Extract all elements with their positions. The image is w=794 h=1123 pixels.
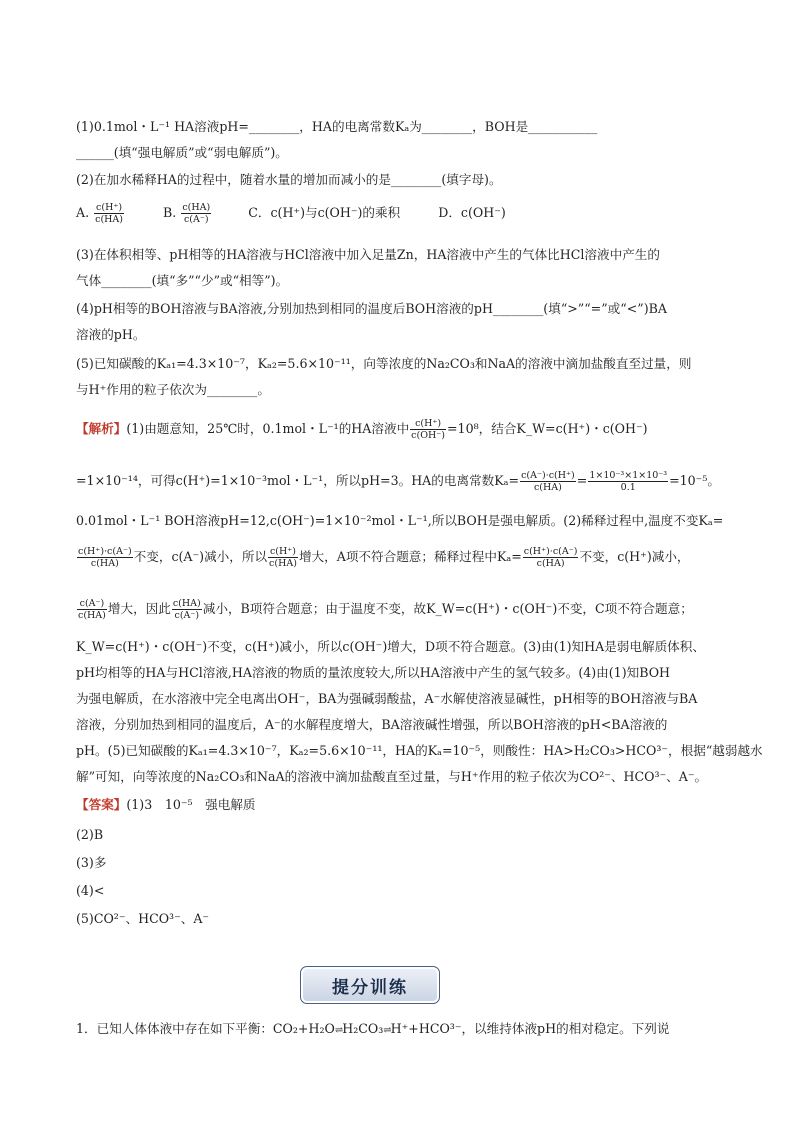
next-question-line bbox=[76, 1020, 669, 1040]
option-a-fraction bbox=[94, 202, 124, 225]
analysis-text: 增大，A项不符合题意；稀释过程中Kₐ= bbox=[298, 549, 522, 564]
analysis-fraction bbox=[77, 546, 133, 569]
analysis-fraction bbox=[410, 418, 446, 441]
answer-text: (1)3 10⁻⁵ 强电解质 bbox=[126, 797, 256, 812]
analysis-text: (1)由题意知，25℃时，0.1mol・L⁻¹的HA溶液中 bbox=[126, 421, 410, 436]
question-part-4-line1: (4)pH相等的BOH溶液与BA溶液,分别加热到相同的温度后BOH溶液的pH________(填“>”“=”或“<”)BA bbox=[76, 301, 667, 316]
section-banner: 提分训练 bbox=[300, 966, 440, 1004]
option-a-num: c(H⁺) bbox=[96, 202, 123, 213]
analysis-line-6: K_W=c(H⁺)・c(OH⁻)不变，c(H⁺)减小，所以c(OH⁻)增大，D项不符合题意。(3)由(1)知HA是弱电解质体积、 bbox=[76, 639, 705, 654]
equilibrium-arrow-icon: ⇌ bbox=[334, 1025, 343, 1036]
analysis-text: 不变，c(H⁺)减小， bbox=[579, 549, 690, 564]
option-b-fraction bbox=[181, 202, 211, 225]
question-part-2: (2)在加水稀释HA的过程中，随着水量的增加而减小的是________(填字母)。 bbox=[76, 172, 502, 187]
analysis-line-7: pH均相等的HA与HCl溶液,HA溶液的物质的量浓度较大,所以HA溶液中产生的氢气较多。(4)由(1)知BOH bbox=[76, 665, 670, 680]
analysis-line-8: 为强电解质，在水溶液中完全电离出OH⁻，BA为强碱弱酸盐，A⁻水解使溶液显碱性，pH相等的BOH溶液与BA bbox=[76, 691, 698, 706]
analysis-tag: 【解析】 bbox=[76, 421, 127, 436]
analysis-line-10: pH。(5)已知碳酸的Kₐ₁=4.3×10⁻⁷，Kₐ₂=5.6×10⁻¹¹，HA的Kₐ=10⁻⁵，则酸性：HA>H₂CO₃>HCO³⁻，根据“越弱越水 bbox=[76, 743, 763, 758]
analysis-fraction bbox=[77, 598, 107, 621]
analysis-line-1 bbox=[76, 418, 648, 441]
option-a-label: A. bbox=[76, 205, 90, 220]
analysis-fraction bbox=[588, 470, 668, 493]
fraction-numerator: 1×10⁻³×1×10⁻³ bbox=[589, 470, 668, 481]
analysis-line-3: 0.01mol・L⁻¹ BOH溶液pH=12,c(OH⁻)=1×10⁻²mol・L⁻¹,所以BOH是强电解质。(2)稀释过程中,温度不变Kₐ= bbox=[76, 513, 724, 528]
option-a-den: c(HA) bbox=[95, 214, 124, 225]
option-b-den: c(A⁻) bbox=[183, 214, 209, 225]
fraction-numerator: c(A⁻)·c(H⁺) bbox=[521, 470, 575, 481]
question-part-1-line1: (1)0.1mol・L⁻¹ HA溶液pH=________，HA的电离常数Kₐ为________，BOH是___________ bbox=[76, 119, 598, 134]
analysis-text: 减小，B项符合题意；由于温度不变，故K_W=c(H⁺)・c(OH⁻)不变，C项不符合题意； bbox=[202, 601, 693, 616]
next-question-text: H₂CO₃ bbox=[342, 1021, 384, 1036]
option-b-num: c(HA) bbox=[182, 202, 211, 213]
analysis-text: =10⁸，结合K_W=c(H⁺)・c(OH⁻) bbox=[447, 421, 648, 436]
fraction-denominator: c(OH⁻) bbox=[411, 430, 445, 441]
question-part-5-line2: 与H⁺作用的粒子依次为________。 bbox=[76, 382, 270, 397]
fraction-numerator: c(A⁻) bbox=[77, 598, 107, 610]
answer-line-5: (5)CO²⁻、HCO³⁻、A⁻ bbox=[76, 911, 210, 926]
question-part-3-line1: (3)在体积相等、pH相等的HA溶液与HCl溶液中加入足量Zn，HA溶液中产生的气体比HCl溶液中产生的 bbox=[76, 247, 660, 262]
fraction-denominator: c(HA) bbox=[78, 610, 106, 621]
question-options bbox=[76, 202, 506, 225]
fraction-denominator: c(HA) bbox=[269, 558, 297, 569]
fraction-numerator: c(H⁺)·c(A⁻) bbox=[78, 546, 132, 557]
fraction-denominator: c(A⁻) bbox=[174, 610, 200, 621]
fraction-denominator: 0.1 bbox=[620, 482, 636, 493]
analysis-fraction bbox=[268, 546, 298, 569]
fraction-denominator: c(HA) bbox=[90, 558, 119, 569]
analysis-line-4 bbox=[76, 546, 690, 569]
equilibrium-arrow-icon: ⇌ bbox=[383, 1025, 391, 1036]
answer-line-4: (4)< bbox=[76, 883, 105, 898]
analysis-fraction bbox=[520, 470, 576, 493]
analysis-fraction bbox=[523, 546, 579, 569]
analysis-fraction bbox=[172, 598, 202, 621]
answer-line-3: (3)多 bbox=[76, 855, 107, 870]
analysis-text: 不变，c(A⁻)减小，所以 bbox=[133, 549, 268, 564]
option-d: D．c(OH⁻) bbox=[438, 205, 506, 220]
next-question-text: H⁺+HCO³⁻，以维持体液pH的相对稳定。下列说 bbox=[390, 1021, 670, 1036]
analysis-text: 增大，因此 bbox=[107, 601, 171, 616]
question-part-3-line2: 气体________(填“多”“少”或“相等”)。 bbox=[76, 273, 289, 288]
next-question-text: 1．已知人体体液中存在如下平衡：CO₂+H₂O bbox=[76, 1021, 335, 1036]
question-part-5-line1: (5)已知碳酸的Kₐ₁=4.3×10⁻⁷，Kₐ₂=5.6×10⁻¹¹，向等浓度的Na₂CO₃和NaA的溶液中滴加盐酸直至过量，则 bbox=[76, 356, 692, 371]
question-part-4-line2: 溶液的pH。 bbox=[76, 327, 146, 342]
fraction-denominator: c(HA) bbox=[536, 558, 565, 569]
fraction-numerator: c(H⁺) bbox=[269, 546, 297, 557]
fraction-numerator: c(H⁺)·c(A⁻) bbox=[523, 546, 578, 557]
analysis-line-5 bbox=[76, 598, 693, 621]
option-c: C．c(H⁺)与c(OH⁻)的乘积 bbox=[248, 205, 401, 220]
equals-sign: = bbox=[576, 473, 588, 488]
answer-line-2: (2)B bbox=[76, 827, 104, 842]
answer-line-1 bbox=[76, 796, 256, 814]
analysis-text: =10⁻⁵。 bbox=[669, 473, 720, 488]
fraction-denominator: c(HA) bbox=[533, 482, 562, 493]
option-b-label: B. bbox=[163, 205, 177, 220]
analysis-line-9: 溶液，分别加热到相同的温度后，A⁻的水解程度增大，BA溶液碱性增强，所以BOH溶液的pH<BA溶液的 bbox=[76, 717, 668, 732]
analysis-text: =1×10⁻¹⁴，可得c(H⁺)=1×10⁻³mol・L⁻¹，所以pH=3。HA的电离常数Kₐ= bbox=[76, 473, 520, 488]
question-part-1-line2: ______(填“强电解质”或“弱电解质”)。 bbox=[76, 145, 288, 160]
answer-tag: 【答案】 bbox=[76, 797, 127, 812]
analysis-line-11: 解”可知，向等浓度的Na₂CO₃和NaA的溶液中滴加盐酸直至过量，与H⁺作用的粒子依次为CO²⁻、HCO³⁻、A⁻。 bbox=[76, 769, 708, 784]
analysis-line-2 bbox=[76, 470, 720, 493]
fraction-numerator: c(HA) bbox=[172, 598, 201, 609]
fraction-numerator: c(H⁺) bbox=[410, 418, 446, 430]
